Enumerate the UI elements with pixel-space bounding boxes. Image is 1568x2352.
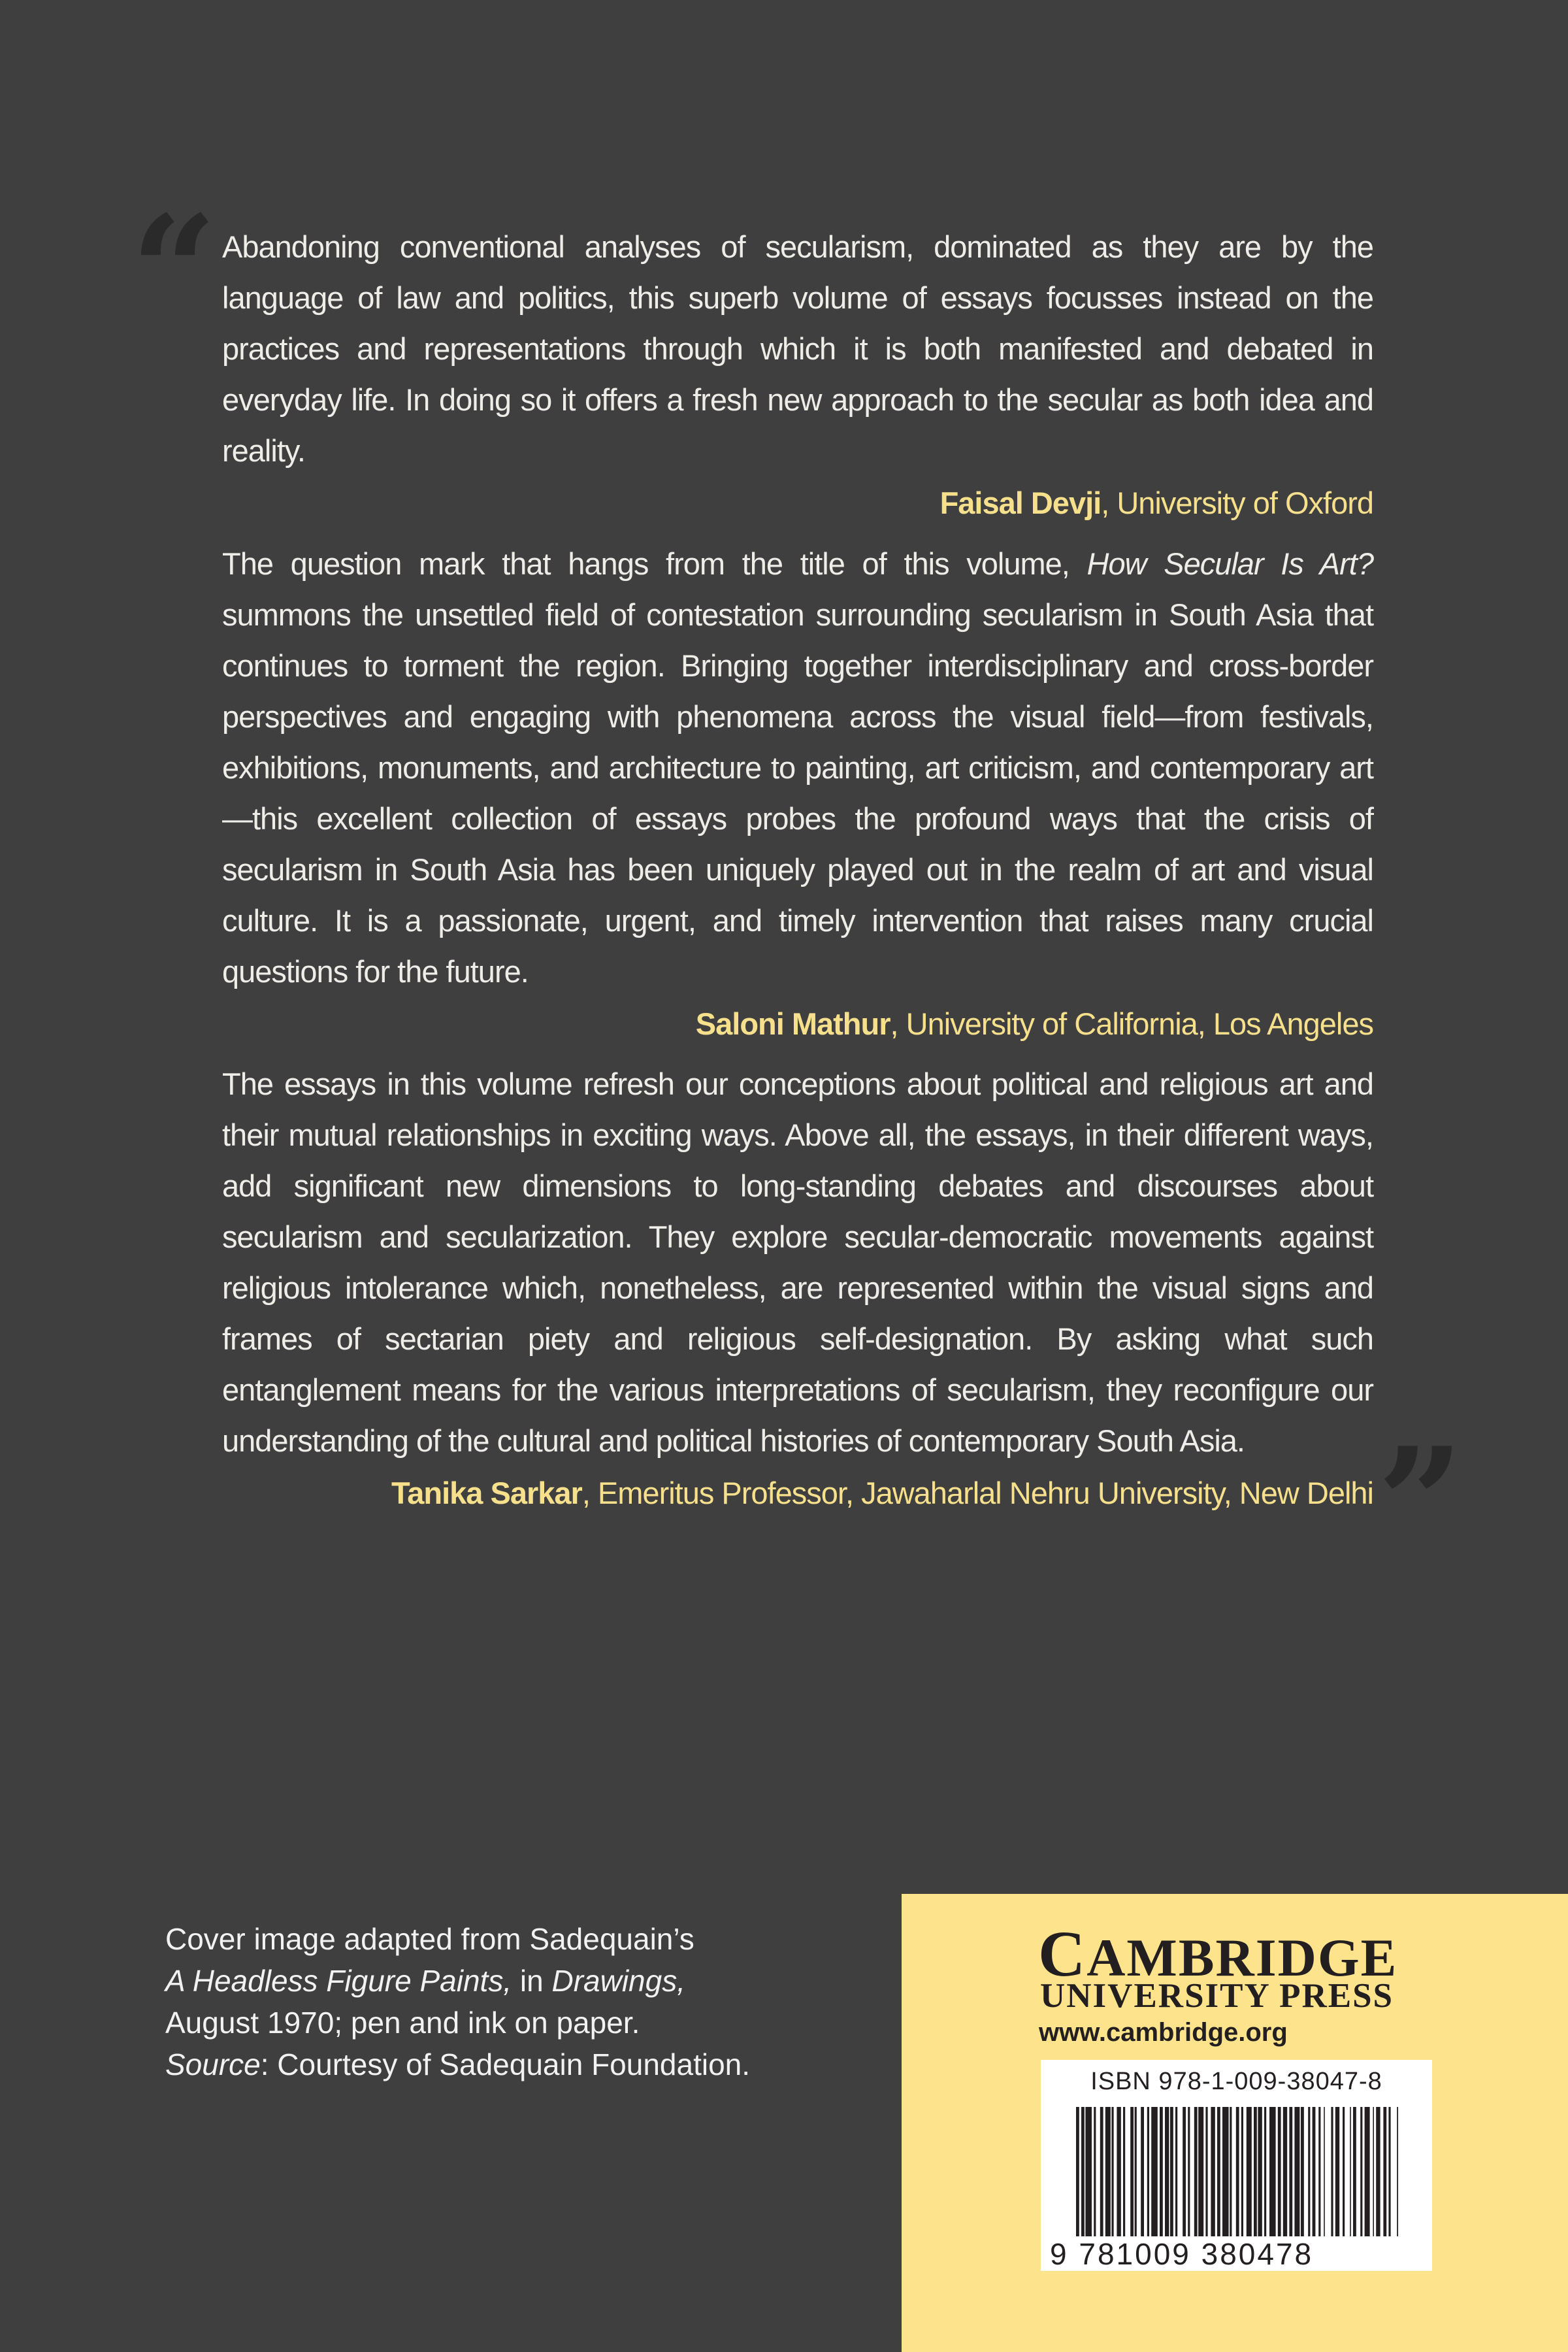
barcode-bar [1324, 2107, 1325, 2236]
barcode-bar [1350, 2107, 1351, 2236]
endorsement-devji [222, 222, 1373, 529]
endorsement-sarkar [222, 1059, 1373, 1519]
barcode-bar [1183, 2107, 1186, 2236]
collection-title: Drawings, [551, 1964, 685, 1998]
endorser-name: Saloni Mathur [695, 1006, 890, 1041]
barcode-bar [1094, 2107, 1096, 2236]
barcode-bar [1258, 2107, 1262, 2236]
close-quote-mark: ” [1377, 1415, 1464, 1591]
barcode-bar [1236, 2107, 1239, 2236]
barcode-bar [1135, 2107, 1137, 2236]
barcode-bar [1301, 2107, 1304, 2236]
endorsement-text-part: summons the unsettled field of contestation surrounding secularism in South Asia that continues to torment the region. Bringing together interdisciplinary and cross-border perspectives and engaging with phenomena across the visual field—from festivals, exhibitions, monuments, and architecture to painting, art criticism, and contemporary art—this excellent collection of essays probes the profound ways that the crisis of secularism in South Asia has been uniquely played out in the realm of art and visual culture. It is a passionate, urgent, and timely intervention that raises many crucial questions for the future. [222, 597, 1373, 989]
endorsement-mathur [222, 538, 1373, 1050]
barcode-bar [1254, 2107, 1257, 2236]
endorser-affiliation: , University of California, Los Angeles [890, 1006, 1373, 1041]
barcode-bar [1343, 2107, 1345, 2236]
endorser-name: Faisal Devji [939, 486, 1102, 520]
credit-line [165, 1960, 864, 2002]
barcode-bar [1397, 2107, 1398, 2236]
isbn-barcode-box [1041, 2060, 1432, 2271]
credit-line: August 1970; pen and ink on paper. [165, 2006, 640, 2040]
barcode-bar [1194, 2107, 1198, 2236]
barcode-bar [1205, 2107, 1207, 2236]
source-text: : Courtesy of Sadequain Foundation. [260, 2047, 751, 2081]
barcode-bar [1353, 2107, 1356, 2236]
barcode-bar [1278, 2107, 1281, 2236]
endorsement-text: The essays in this volume refresh our conceptions about political and religious art and their mutual relationships in exciting ways. Above all, the essays, in their different ways, add significant new dimensions to long-standing debates and discourses about secularism and secularization. They explore secular-democratic movements against religious intolerance which, nonetheless, are represented within the visual signs and frames of sectarian piety and religious self-designation. By asking what such entanglement means for the various interpretations of secularism, they reconfigure our understanding of the cultural and political histories of contemporary South Asia. [222, 1067, 1373, 1458]
barcode-bar [1294, 2107, 1299, 2236]
endorser-name: Tanika Sarkar [391, 1476, 582, 1510]
barcode-bar [1376, 2107, 1380, 2236]
barcode-bar [1105, 2107, 1111, 2236]
endorser-affiliation: , Emeritus Professor, Jawaharlal Nehru University, New Delhi [581, 1476, 1373, 1510]
barcode-bar [1365, 2107, 1370, 2236]
publisher-url: www.cambridge.org [1039, 2018, 1288, 2047]
barcode-bar [1111, 2107, 1113, 2236]
barcode-bar [1388, 2107, 1390, 2236]
publisher-subtitle: UNIVERSITY PRESS [1040, 1977, 1394, 2015]
barcode-bar [1230, 2107, 1232, 2236]
barcode-bar [1383, 2107, 1386, 2236]
barcode-bar [1198, 2107, 1203, 2236]
endorsement-attribution [222, 999, 1373, 1050]
credit-source [165, 2044, 864, 2085]
barcode-bar [1123, 2107, 1125, 2236]
endorsement-attribution [222, 1468, 1373, 1519]
barcode-bar [1170, 2107, 1173, 2236]
barcode-bar [1241, 2107, 1243, 2236]
publisher-panel [902, 1894, 1568, 2352]
endorsement-text [222, 538, 1373, 997]
publisher-name-initial: C [1038, 1917, 1087, 1990]
isbn-digits: 9 781009 380478 [1050, 2237, 1314, 2271]
credit-line: Cover image adapted from Sadequain’s [165, 1922, 694, 1956]
barcode-bar [1264, 2107, 1266, 2236]
barcode-bar [1147, 2107, 1149, 2236]
barcode-bar [1313, 2107, 1316, 2236]
barcode-bar [1269, 2107, 1276, 2236]
barcode-bar [1289, 2107, 1292, 2236]
barcode-icon [1076, 2107, 1398, 2236]
barcode-bar [1211, 2107, 1215, 2236]
barcode-bar [1100, 2107, 1103, 2236]
barcode-bar [1360, 2107, 1362, 2236]
barcode-bar [1130, 2107, 1134, 2236]
barcode-bar [1308, 2107, 1310, 2236]
isbn-label: ISBN 978-1-009-38047-8 [1090, 2068, 1382, 2095]
credit-connector: in [512, 1964, 552, 1998]
endorsement-attribution [222, 478, 1373, 529]
barcode-bar [1085, 2107, 1092, 2236]
barcode-bar [1247, 2107, 1252, 2236]
barcode-bar [1318, 2107, 1320, 2236]
barcode-bar [1283, 2107, 1287, 2236]
barcode-bar [1160, 2107, 1163, 2236]
endorser-affiliation: , University of Oxford [1101, 486, 1373, 520]
publisher-name-rest: AMBRIDGE [1086, 1928, 1398, 1987]
barcode-bar [1165, 2107, 1169, 2236]
open-quote-mark: “ [131, 183, 218, 359]
endorsement-text: Abandoning conventional analyses of secularism, dominated as they are by the language of law and politics, this superb volume of essays focusses instead on the practices and representations through which it is both manifested and debated in everyday life. In doing so it offers a fresh new approach to the secular as both idea and reality. [222, 229, 1373, 468]
barcode-bar [1151, 2107, 1158, 2236]
endorsement-text-part: The question mark that hangs from the title of this volume, [222, 546, 1087, 581]
book-title: How Secular Is Art? [1086, 546, 1373, 581]
barcode-bar [1217, 2107, 1220, 2236]
barcode-bar [1188, 2107, 1190, 2236]
barcode-bar [1373, 2107, 1374, 2236]
barcode-bar [1081, 2107, 1085, 2236]
barcode-bar [1335, 2107, 1339, 2236]
barcode-bar [1117, 2107, 1120, 2236]
barcode-bar [1141, 2107, 1144, 2236]
barcode-bar [1222, 2107, 1229, 2236]
artwork-title: A Headless Figure Paints, [165, 1964, 512, 1998]
source-label: Source [165, 2047, 261, 2081]
barcode-bar [1076, 2107, 1079, 2236]
cover-image-credit [165, 1918, 864, 2085]
barcode-bar [1331, 2107, 1333, 2236]
barcode-bar [1175, 2107, 1177, 2236]
